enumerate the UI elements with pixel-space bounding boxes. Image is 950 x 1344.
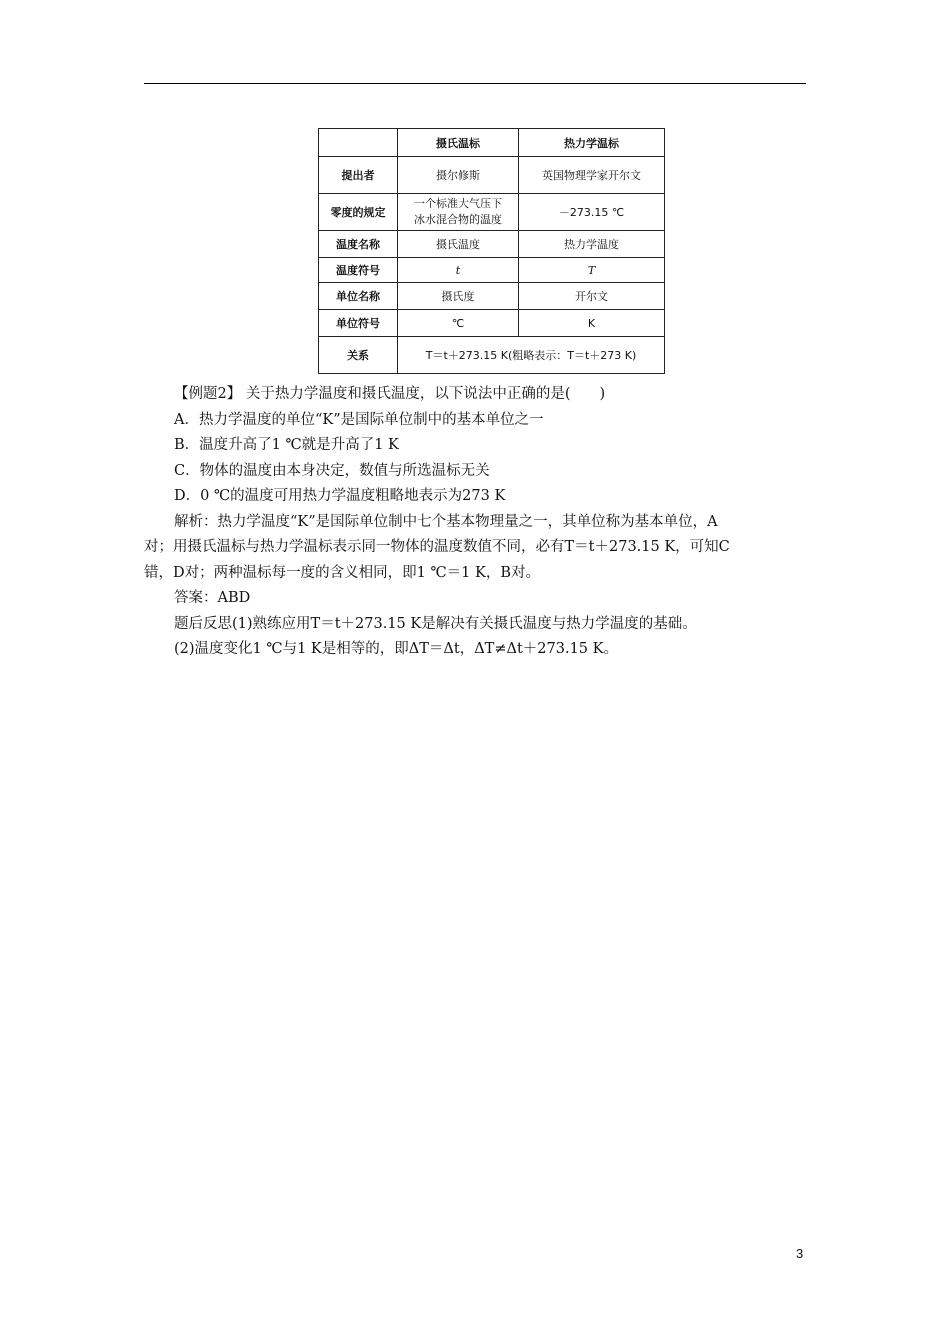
option-b: B．温度升高了1 ℃就是升高了1 K (174, 437, 399, 453)
temperature-scale-table (318, 128, 665, 374)
cell-kelvin: 开尔文 (519, 283, 665, 310)
analysis-line: 解析：热力学温度“K”是国际单位制中七个基本物理量之一，其单位称为基本单位，A (174, 513, 718, 530)
page-number: 3 (796, 1246, 804, 1261)
table-row (319, 310, 665, 337)
table-row (319, 194, 665, 231)
question: 【例题2】 关于热力学温度和摄氏温度，以下说法中正确的是( ) (174, 386, 606, 402)
table-row (319, 283, 665, 310)
table-header-kelvin: 热力学温标 (519, 129, 665, 157)
table-row (319, 157, 665, 194)
reflection-2: (2)温度变化1 ℃与1 K是相等的，即ΔT＝Δt，ΔT≠Δt＋273.15 K。 (174, 641, 618, 657)
cell-celsius: t (398, 258, 519, 283)
row-label: 温度符号 (319, 258, 398, 283)
table-header-row (319, 129, 665, 157)
cell-line: 冰水混合物的温度 (414, 213, 502, 226)
option-d: D．0 ℃的温度可用热力学温度粗略地表示为273 K (174, 488, 506, 504)
row-label: 关系 (319, 337, 398, 374)
table-row (319, 231, 665, 258)
cell-kelvin: K (519, 310, 665, 337)
cell-kelvin: T (519, 258, 665, 283)
row-label: 单位名称 (319, 283, 398, 310)
header-rule (144, 83, 806, 84)
cell-celsius: ℃ (398, 310, 519, 337)
analysis-line: 对；用摄氏温标与热力学温标表示同一物体的温度数值不同，必有T＝t＋273.15 K，可知C (144, 539, 730, 555)
cell-celsius: 摄尔修斯 (398, 157, 519, 194)
cell-celsius: 摄氏温度 (398, 231, 519, 258)
row-label: 零度的规定 (319, 194, 398, 231)
option-c: C．物体的温度由本身决定，数值与所选温标无关 (174, 462, 490, 479)
table-row (319, 337, 665, 374)
answer: 答案：ABD (174, 590, 251, 606)
reflection-1: 题后反思(1)熟练应用T＝t＋273.15 K是解决有关摄氏温度与热力学温度的基础。 (174, 615, 697, 632)
table-row (319, 258, 665, 283)
cell-kelvin: 英国物理学家开尔文 (519, 157, 665, 194)
table-header-celsius: 摄氏温标 (398, 129, 519, 157)
row-label: 单位符号 (319, 310, 398, 337)
example-section (144, 382, 814, 663)
row-label: 温度名称 (319, 231, 398, 258)
option-a: A．热力学温度的单位“K”是国际单位制中的基本单位之一 (174, 411, 544, 428)
cell-kelvin: －273.15 ℃ (519, 194, 665, 231)
analysis-line: 错，D对；两种温标每一度的含义相同，即1 ℃＝1 K，B对。 (144, 564, 541, 581)
cell-line: 一个标准大气压下 (414, 197, 502, 210)
cell-relation: T＝t＋273.15 K(粗略表示：T＝t＋273 K) (398, 337, 665, 374)
cell-celsius (398, 194, 519, 231)
cell-celsius: 摄氏度 (398, 283, 519, 310)
cell-kelvin: 热力学温度 (519, 231, 665, 258)
row-label: 提出者 (319, 157, 398, 194)
table-header-corner (319, 129, 398, 157)
